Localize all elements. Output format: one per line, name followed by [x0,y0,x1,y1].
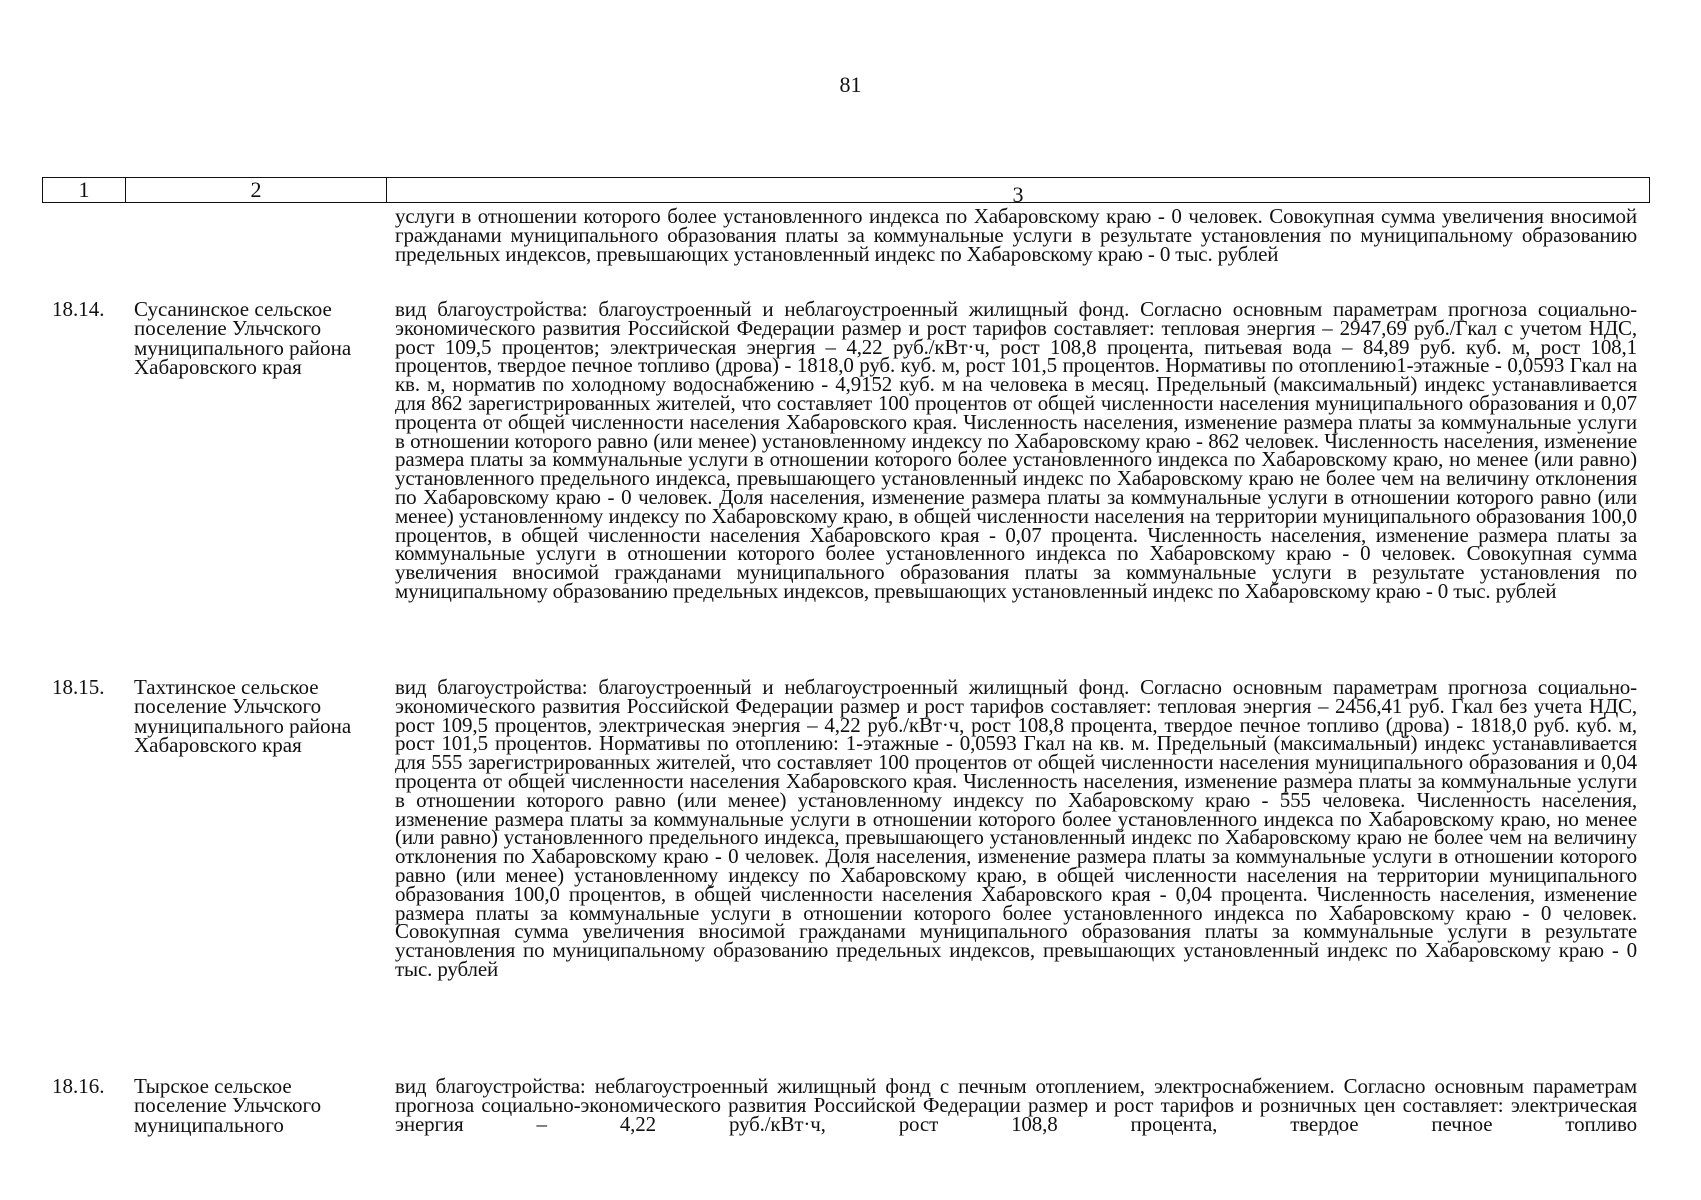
header-col-2: 2 [126,178,387,202]
header-col-3: 3 [1012,182,1024,207]
row-number: 18.14. [52,297,105,321]
row-number: 18.16. [52,1074,105,1098]
municipality-name: Сусанинское сельское поселение Ульчского муниципального района Хабаровского края [134,297,352,379]
municipality-name: Тырское сельское поселение Ульчского муниципального [134,1074,322,1137]
row-number: 18.15. [52,675,105,699]
row-description: вид благоустройства: неблагоустроенный жилищный фонд с печным отоплением, электроснабжением. Согласно основным параметрам прогноза социально-экономического развития Российской Федерации размер и рост тарифов и розничных цен составляет: электрическая энергия – 4,22 руб./кВт·ч, рост 108,8 процента, твердое печное топливо [395,1074,1637,1136]
page-number: 81 [839,72,862,97]
row-description: вид благоустройства: благоустроенный и неблагоустроенный жилищный фонд. Согласно основным параметрам прогноза социально-экономического развития Российской Федерации размер и рост тарифов составляет: тепловая энергия – 2456,41 руб. Гкал без учета НДС, рост 109,5 процентов, электрическая энергия – 4,22 руб./кВт·ч, рост 108,8 процента, твердое печное топливо (дрова) - 1818,0 руб. куб. м, рост 101,5 процентов. Нормативы по отоплению: 1-этажные - 0,0593 Гкал на кв. м. Предельный (максимальный) индекс устанавливается для 555 зарегистрированных жителей, что составляет 100 процентов от общей численности населения муниципального образования и 0,04 процента от общей численности населения Хабаровского края. Численность населения, изменение размера платы за коммунальные услуги в отношении которого равно (или менее) установленному индексу по Хабаровскому краю - 555 человека. Численность населения, изменение размера платы за коммунальные услуги в отношении которого более установленного индекса по Хабаровскому краю, но менее (или равно) установленного предельного индекса, превышающего установленный индекс по Хабаровскому краю не более чем на величину отклонения по Хабаровскому краю - 0 человек. Доля населения, изменение размера платы за коммунальные услуги в отношении которого равно (или менее) установленному индексу по Хабаровскому краю, в общей численности населения на территории муниципального образования 100,0 процентов, в общей численности населения Хабаровского края - 0,04 процента. Численность населения, изменение размера платы за коммунальные услуги в отношении которого более установленного индекса по Хабаровскому краю - 0 человек. Совокупная сумма увеличения вносимой гражданами муниципального образования платы за коммунальные услуги в результате установления по муниципальному образованию предельных индексов, превышающих установленный индекс по Хабаровскому краю - 0 тыс. рублей [395,675,1637,981]
row-description: вид благоустройства: благоустроенный и неблагоустроенный жилищный фонд. Согласно основным параметрам прогноза социально-экономического развития Российской Федерации размер и рост тарифов составляет: тепловая энергия – 2947,69 руб./Гкал с учетом НДС, рост 109,5 процентов; электрическая энергия – 4,22 руб./кВт·ч, рост 108,8 процента, питьевая вода – 84,89 руб. куб. м, рост 108,1 процентов, твердое печное топливо (дрова) - 1818,0 руб. куб. м, рост 101,5 процентов. Нормативы по отоплению1-этажные - 0,0593 Гкал на кв. м, норматив по холодному водоснабжению - 4,9152 куб. м на человека в месяц. Предельный (максимальный) индекс устанавливается для 862 зарегистрированных жителей, что составляет 100 процентов от общей численности населения муниципального образования и 0,07 процента от общей численности населения Хабаровского края. Численность населения, изменение размера платы за коммунальные услуги в отношении которого равно (или менее) установленному индексу по Хабаровскому краю - 862 человек. Численность населения, изменение размера платы за коммунальные услуги в отношении которого более установленного индекса по Хабаровскому краю, но менее (или равно) установленного предельного индекса, превышающего установленный индекс по Хабаровскому краю не более чем на величину отклонения по Хабаровскому краю - 0 человек. Доля населения, изменение размера платы за коммунальные услуги в отношении которого равно (или менее) установленному индексу по Хабаровскому краю, в общей численности населения на территории муниципального образования 100,0 процентов, в общей численности населения Хабаровского края - 0,07 процента. Численность населения, изменение размера платы за коммунальные услуги в отношении которого более установленного индекса по Хабаровскому краю - 0 человек. Совокупная сумма увеличения вносимой гражданами муниципального образования платы за коммунальные услуги в результате установления по муниципальному образованию предельных индексов, превышающих установленный индекс по Хабаровскому краю - 0 тыс. рублей [395,297,1637,603]
municipality-name: Тахтинское сельское поселение Ульчского муниципального района Хабаровского края [134,675,352,757]
continuation-text: услуги в отношении которого более установленного индекса по Хабаровскому краю - 0 человек. Совокупная сумма увеличения вносимой гражданами муниципального образования платы за коммунальные услуги в результате установления по муниципальному образованию предельных индексов, превышающих установленный индекс по Хабаровскому краю - 0 тыс. рублей [395,204,1637,266]
table-header-row [42,177,1650,207]
header-col-1: 1 [43,178,126,202]
